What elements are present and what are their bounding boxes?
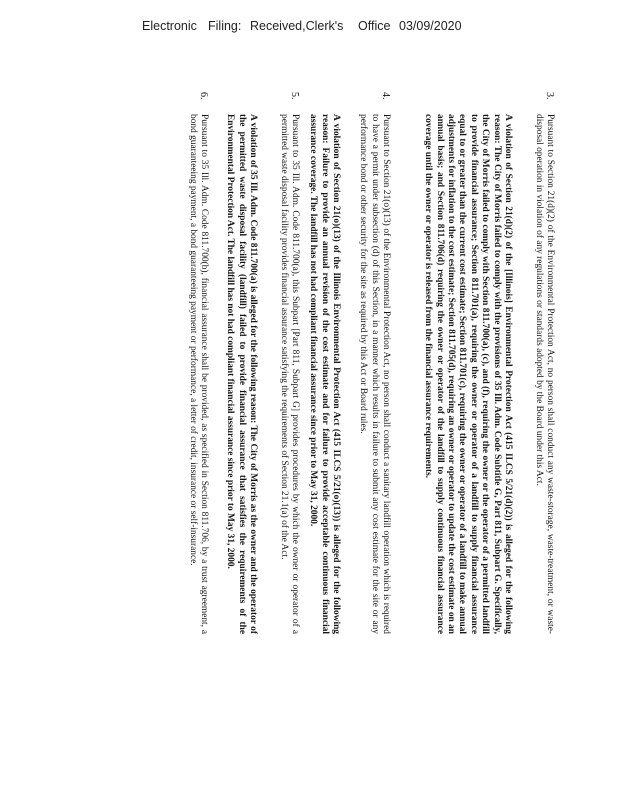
paragraph-number: 5.: [289, 92, 300, 100]
paragraph-number: 3.: [544, 92, 555, 100]
paragraph-number: 6.: [198, 92, 209, 100]
paragraph-text: A violation of Section 21(d)(2) of the [Illinois] Environmental Protection Act (415 ILCS 5/21(d)(2)) is alleged for the following reason: The City of Morris failed to comply with the provisions of 35 Ill. Adm. Code Subtitle G, Part 811, Subpart G. Specifically, the City of Morris failed to comply with Section 811.700(a), (c), and (f), requiring the owner or the operator of a permitted landfill to provide financial assurance; Section 811.701(a), requiring the owner or operator of a landfill to supply financial assurance equal to or greater than the current cost estimate; Section 811.701(c), requiring the owner or operator of a landfill to make annual adjustments for inflation to the cost estimate; Section 811.705(d), requiring an owner or operator to update the cost estimate on an annual basis; and Section 811.706(d) requiring the owner or operator of the landfill to supply continuous financial assurance coverage until the owner or operator is released from the financial assurance requirements.: [423, 114, 513, 634]
paragraph-text: Pursuant to 35 Ill. Adm. Code 811.700(a), this Subpart [Part 811, Subpart G] provides procedures by which the owner or operator of a permitted waste disposal facility provides financial assurance satisfying the requirements of Section 21.1(a) of the Act.: [278, 114, 300, 634]
header-received: Received,Clerk's: [250, 19, 344, 33]
paragraph-text: Pursuant to 35 Ill. Adm. Code 811.700(b), financial assurance shall be provided, as specified in Section 811.706, by a trust agreement, a bond guaranteeing payment, a bond guaranteeing payment or performance, a letter of credit, insurance or self-insurance.: [187, 114, 209, 634]
rotated-page-body: [95, 92, 555, 662]
paragraph-text: Pursuant to Section 21(d)(2) of the Environmental Protection Act, no person shall conduct any waste-storage, waste-treatment, or waste-disposal operation in violation of any regulations or standards adopted by the Board under this Act.: [533, 114, 555, 634]
header-date: 03/09/2020: [399, 19, 462, 33]
paragraph-text: A violation of 35 Ill. Adm. Code 811.700(a) is alleged for the following reason: The City of Morris as the owner and the operator of the permitted waste disposal facility (landfill) failed to provide financial assurance that satisfies the requirements of the Environmental Protection Act. The landfill has not had compliant financial assurance since prior to May 31, 2000.: [225, 114, 258, 634]
header-filing: Filing:: [208, 19, 242, 33]
document-text-block: [95, 92, 555, 662]
paragraph-text: A violation of Section 21(o)(13) of the Illinois Environmental Protection Act (415 ILCS 5/21(o)(13)) is alleged for the following reason: Failure to provide an annual revision of the cost estimate and for failure to provide acceptable continuous financial assurance coverage. The landfill has not had compliant financial assurance since prior to May 31, 2000.: [308, 114, 341, 634]
header-electronic: Electronic: [142, 19, 197, 33]
electronic-filing-header: [0, 19, 618, 41]
paragraph-text: Pursuant to Section 21(o)(13) of the Environmental Protection Act, no person shall conduct a sanitary landfill operation which is required to have a permit under subsection (d) of this Section, in a manner which results in failure to submit any cost estimate for the site or any performance bond or other security for the site as required by this Act or Board rules.: [358, 114, 391, 634]
header-office: Office: [358, 19, 391, 33]
paragraph-number: 4.: [380, 92, 391, 100]
